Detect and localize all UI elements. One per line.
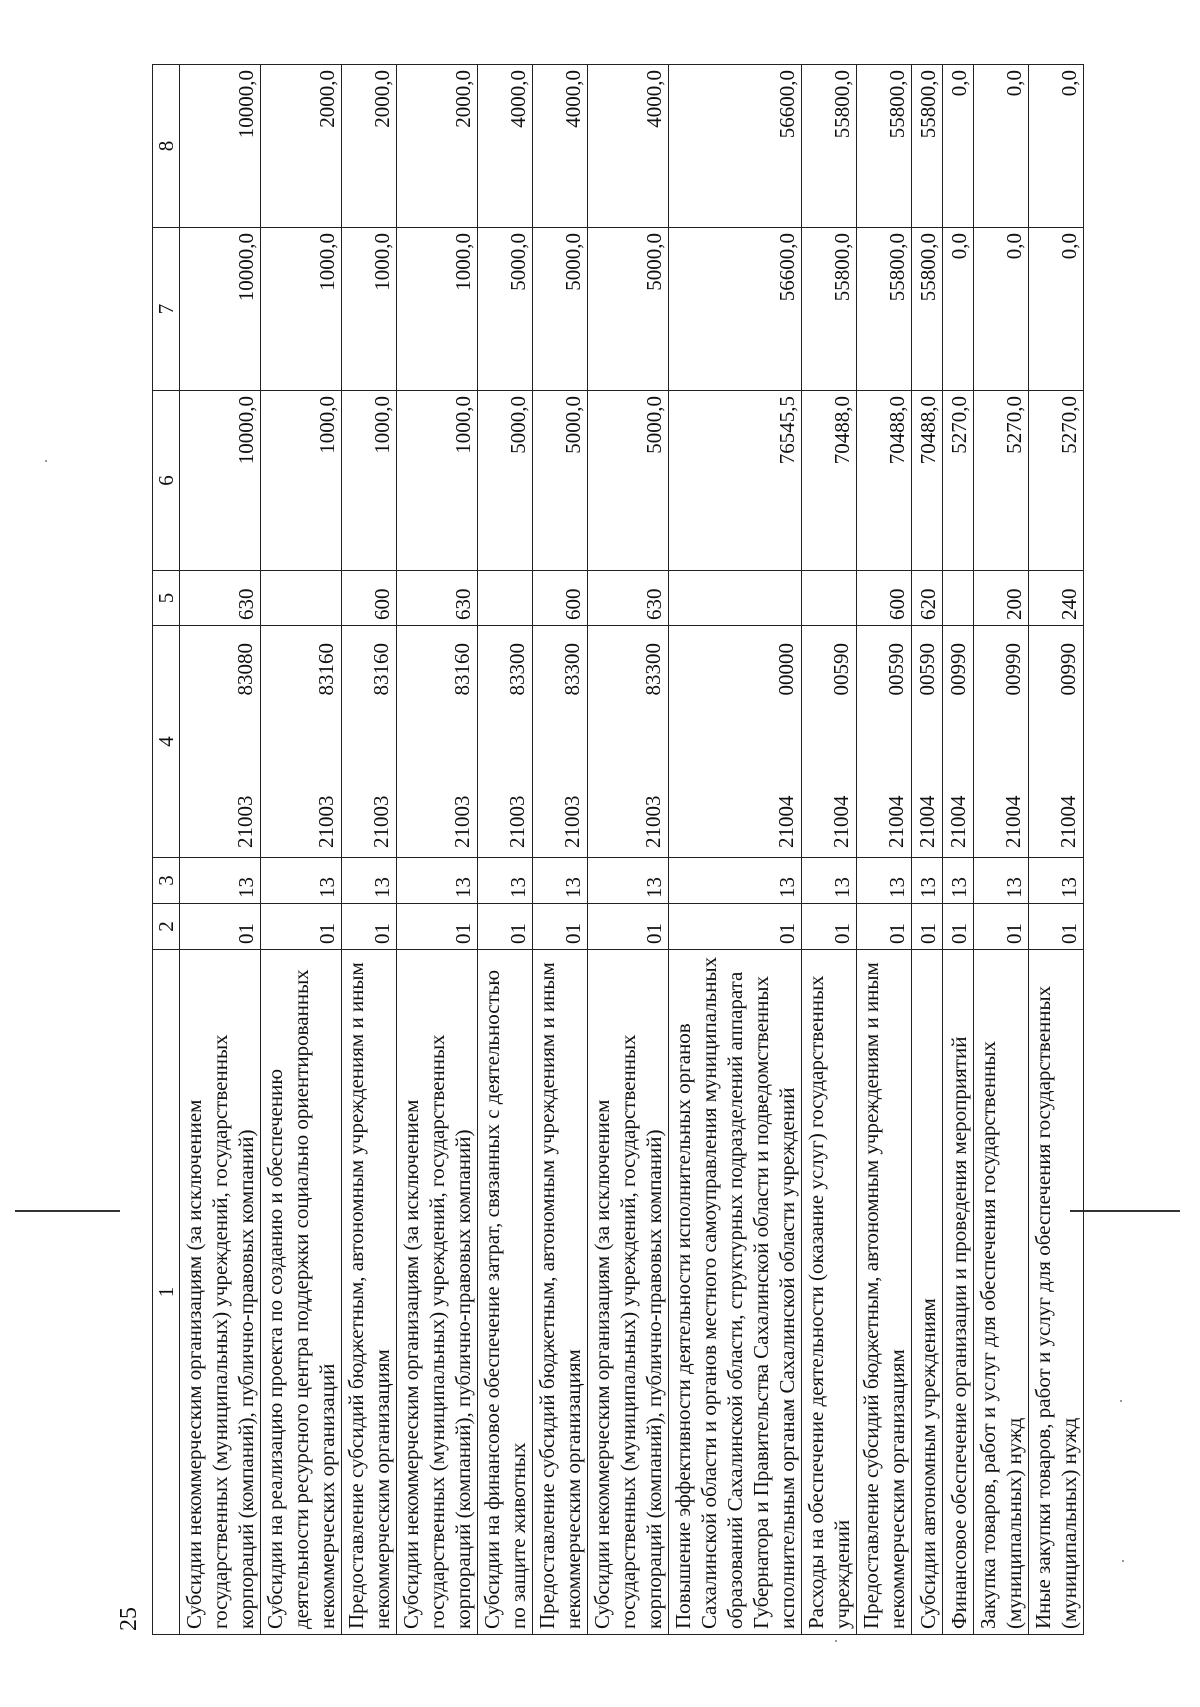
target-article-code <box>802 626 857 858</box>
article-code-part-2: 00590 <box>884 643 908 696</box>
expense-type-code: 630 <box>180 571 261 626</box>
row-name: Субсидии некоммерческим организациям (за исключением государственных (муниципальных) учреждений, государственных корпораций (компаний), публично-правовых компаний) <box>397 950 478 1635</box>
amount-col-7: 5000,0 <box>533 228 588 391</box>
article-code-part-1: 21003 <box>233 795 257 848</box>
article-code-part-2: 00000 <box>774 643 798 696</box>
row-name: Субсидии некоммерческим организациям (за исключением государственных (муниципальных) учреждений, государственных корпораций (компаний), публично-правовых компаний) <box>180 950 261 1635</box>
section-code: 01 <box>588 904 669 950</box>
table-row <box>342 65 397 1635</box>
article-code-part-2: 83300 <box>641 643 665 696</box>
article-code-part-2: 00990 <box>1001 643 1025 696</box>
amount-col-7: 1000,0 <box>342 228 397 391</box>
expense-type-code: 620 <box>912 571 943 626</box>
table-row <box>478 65 533 1635</box>
article-code-part-1: 21003 <box>641 795 665 848</box>
subsection-code: 13 <box>912 858 943 904</box>
target-article-code <box>180 626 261 858</box>
target-article-parts <box>312 631 340 852</box>
article-code-part-1: 21003 <box>505 795 529 848</box>
header-cell: 5 <box>153 571 180 626</box>
subsection-code: 13 <box>1029 858 1084 904</box>
amount-col-6: 70488,0 <box>912 391 943 571</box>
amount-col-7: 10000,0 <box>180 228 261 391</box>
amount-col-7: 1000,0 <box>397 228 478 391</box>
amount-col-8: 10000,0 <box>180 65 261 228</box>
article-code-part-2: 00990 <box>1056 643 1080 696</box>
article-code-part-2: 83300 <box>560 643 584 696</box>
section-code: 01 <box>669 904 802 950</box>
article-code-part-1: 21004 <box>774 795 798 848</box>
amount-col-8: 4000,0 <box>588 65 669 228</box>
expense-type-code: 200 <box>974 571 1029 626</box>
target-article-parts <box>1054 631 1082 852</box>
subsection-code: 13 <box>533 858 588 904</box>
amount-col-6: 5270,0 <box>943 391 974 571</box>
amount-col-6: 76545,5 <box>669 391 802 571</box>
amount-col-8: 0,0 <box>943 65 974 228</box>
amount-col-8: 4000,0 <box>533 65 588 228</box>
amount-col-7: 5000,0 <box>588 228 669 391</box>
section-code: 01 <box>397 904 478 950</box>
target-article-parts <box>231 631 259 852</box>
expense-type-code <box>943 571 974 626</box>
subsection-code: 13 <box>588 858 669 904</box>
amount-col-8: 2000,0 <box>342 65 397 228</box>
target-article-code <box>974 626 1029 858</box>
subsection-code: 13 <box>974 858 1029 904</box>
amount-col-8: 55800,0 <box>802 65 857 228</box>
subsection-code: 13 <box>802 858 857 904</box>
table-row <box>669 65 802 1635</box>
amount-col-6: 1000,0 <box>397 391 478 571</box>
expense-type-code: 600 <box>342 571 397 626</box>
target-article-code <box>588 626 669 858</box>
amount-col-8: 2000,0 <box>261 65 342 228</box>
table-row <box>588 65 669 1635</box>
header-cell: 7 <box>153 228 180 391</box>
amount-col-7: 55800,0 <box>912 228 943 391</box>
expense-type-code: 600 <box>857 571 912 626</box>
article-code-part-1: 21003 <box>369 795 393 848</box>
amount-col-7: 56600,0 <box>669 228 802 391</box>
header-cell: 6 <box>153 391 180 571</box>
section-code: 01 <box>533 904 588 950</box>
header-cell: 8 <box>153 65 180 228</box>
row-name: Субсидии на реализацию проекта по созданию и обеспечению деятельности ресурсного центра поддержки социально ориентированных некоммерческих организаций <box>261 950 342 1635</box>
expense-type-code: 630 <box>588 571 669 626</box>
amount-col-7: 0,0 <box>943 228 974 391</box>
target-article-code <box>478 626 533 858</box>
target-article-code <box>943 626 974 858</box>
target-article-parts <box>999 631 1027 852</box>
section-code: 01 <box>478 904 533 950</box>
table-row <box>912 65 943 1635</box>
row-name: Финансовое обеспечение организации и проведения мероприятий <box>943 950 974 1635</box>
amount-col-8: 2000,0 <box>397 65 478 228</box>
row-name: Субсидии автономным учреждениям <box>912 950 943 1635</box>
target-article-parts <box>882 631 910 852</box>
target-article-code <box>397 626 478 858</box>
amount-col-8: 55800,0 <box>912 65 943 228</box>
amount-col-6: 10000,0 <box>180 391 261 571</box>
article-code-part-1: 21004 <box>829 795 853 848</box>
section-code: 01 <box>974 904 1029 950</box>
subsection-code: 13 <box>397 858 478 904</box>
amount-col-8: 0,0 <box>1029 65 1084 228</box>
row-name: Субсидии на финансовое обеспечение затрат, связанных с деятельностью по защите животных <box>478 950 533 1635</box>
header-cell: 1 <box>153 950 180 1635</box>
budget-table <box>152 64 1084 1635</box>
scan-speck <box>835 1640 837 1642</box>
row-name: Предоставление субсидий бюджетным, автономным учреждениям и иным некоммерческим организациям <box>342 950 397 1635</box>
expense-type-code <box>261 571 342 626</box>
subsection-code: 13 <box>261 858 342 904</box>
row-name: Иные закупки товаров, работ и услуг для обеспечения государственных (муниципальных) нужд <box>1029 950 1084 1635</box>
subsection-code: 13 <box>943 858 974 904</box>
amount-col-6: 5000,0 <box>478 391 533 571</box>
target-article-parts <box>772 631 800 852</box>
page-number: 25 <box>116 1607 142 1631</box>
target-article-code <box>669 626 802 858</box>
section-code: 01 <box>1029 904 1084 950</box>
table-row <box>943 65 974 1635</box>
row-name: Расходы на обеспечение деятельности (оказание услуг) государственных учреждений <box>802 950 857 1635</box>
subsection-code: 13 <box>180 858 261 904</box>
target-article-parts <box>944 631 972 852</box>
target-article-parts <box>558 631 586 852</box>
article-code-part-2: 00990 <box>946 643 970 696</box>
amount-col-6: 5270,0 <box>974 391 1029 571</box>
scan-speck <box>45 460 47 462</box>
target-article-code <box>342 626 397 858</box>
subsection-code: 13 <box>857 858 912 904</box>
row-name: Закупка товаров, работ и услуг для обеспечения государственных (муниципальных) нужд <box>974 950 1029 1635</box>
page-number-area <box>116 65 152 1635</box>
row-name: Повышение эффективности деятельности исполнительных органов Сахалинской области и органов местного самоуправления муниципальных образований Сахалинской области, структурных подразделений аппарата Губернатора и Правительства Сахалинской области и подведомственных исполнительным органам Сахалинской области учреждений <box>669 950 802 1635</box>
article-code-part-1: 21003 <box>450 795 474 848</box>
section-code: 01 <box>943 904 974 950</box>
target-article-parts <box>448 631 476 852</box>
target-article-parts <box>913 631 941 852</box>
article-code-part-2: 83080 <box>233 643 257 696</box>
article-code-part-1: 21004 <box>884 795 908 848</box>
expense-type-code <box>669 571 802 626</box>
article-code-part-2: 00590 <box>829 643 853 696</box>
amount-col-7: 0,0 <box>974 228 1029 391</box>
table-row <box>802 65 857 1635</box>
amount-col-7: 55800,0 <box>802 228 857 391</box>
section-code: 01 <box>180 904 261 950</box>
target-article-parts <box>503 631 531 852</box>
article-code-part-2: 83160 <box>450 643 474 696</box>
section-code: 01 <box>912 904 943 950</box>
section-code: 01 <box>802 904 857 950</box>
article-code-part-1: 21004 <box>1001 795 1025 848</box>
expense-type-code: 600 <box>533 571 588 626</box>
article-code-part-1: 21004 <box>946 795 970 848</box>
amount-col-6: 70488,0 <box>857 391 912 571</box>
header-cell: 4 <box>153 626 180 858</box>
subsection-code: 13 <box>478 858 533 904</box>
row-name: Субсидии некоммерческим организациям (за исключением государственных (муниципальных) учреждений, государственных корпораций (компаний), публично-правовых компаний) <box>588 950 669 1635</box>
amount-col-6: 1000,0 <box>261 391 342 571</box>
expense-type-code <box>478 571 533 626</box>
article-code-part-1: 21004 <box>915 795 939 848</box>
expense-type-code: 240 <box>1029 571 1084 626</box>
table-row <box>261 65 342 1635</box>
table-row <box>533 65 588 1635</box>
amount-col-8: 56600,0 <box>669 65 802 228</box>
amount-col-6: 70488,0 <box>802 391 857 571</box>
table-row <box>397 65 478 1635</box>
article-code-part-1: 21003 <box>314 795 338 848</box>
header-row <box>153 65 180 1635</box>
section-code: 01 <box>342 904 397 950</box>
table-row <box>974 65 1029 1635</box>
article-code-part-2: 00590 <box>915 643 939 696</box>
expense-type-code <box>802 571 857 626</box>
target-article-code <box>912 626 943 858</box>
target-article-code <box>533 626 588 858</box>
table-row <box>857 65 912 1635</box>
amount-col-7: 1000,0 <box>261 228 342 391</box>
section-code: 01 <box>261 904 342 950</box>
target-article-parts <box>367 631 395 852</box>
header-cell: 2 <box>153 904 180 950</box>
article-code-part-2: 83160 <box>369 643 393 696</box>
amount-col-8: 4000,0 <box>478 65 533 228</box>
table-row <box>1029 65 1084 1635</box>
subsection-code: 13 <box>669 858 802 904</box>
amount-col-6: 5270,0 <box>1029 391 1084 571</box>
article-code-part-1: 21003 <box>560 795 584 848</box>
expense-type-code: 630 <box>397 571 478 626</box>
scan-line-left <box>15 1210 120 1212</box>
amount-col-7: 55800,0 <box>857 228 912 391</box>
article-code-part-2: 83300 <box>505 643 529 696</box>
table-row <box>180 65 261 1635</box>
header-cell: 3 <box>153 858 180 904</box>
article-code-part-1: 21004 <box>1056 795 1080 848</box>
section-code: 01 <box>857 904 912 950</box>
amount-col-8: 55800,0 <box>857 65 912 228</box>
amount-col-7: 0,0 <box>1029 228 1084 391</box>
amount-col-6: 5000,0 <box>588 391 669 571</box>
amount-col-6: 1000,0 <box>342 391 397 571</box>
rotated-page <box>116 65 1160 1635</box>
row-name: Предоставление субсидий бюджетным, автономным учреждениям и иным некоммерческим организациям <box>857 950 912 1635</box>
target-article-code <box>1029 626 1084 858</box>
target-article-code <box>261 626 342 858</box>
amount-col-7: 5000,0 <box>478 228 533 391</box>
article-code-part-2: 83160 <box>314 643 338 696</box>
row-name: Предоставление субсидий бюджетным, автономным учреждениям и иным некоммерческим организациям <box>533 950 588 1635</box>
target-article-parts <box>639 631 667 852</box>
amount-col-6: 5000,0 <box>533 391 588 571</box>
subsection-code: 13 <box>342 858 397 904</box>
target-article-parts <box>827 631 855 852</box>
amount-col-8: 0,0 <box>974 65 1029 228</box>
target-article-code <box>857 626 912 858</box>
